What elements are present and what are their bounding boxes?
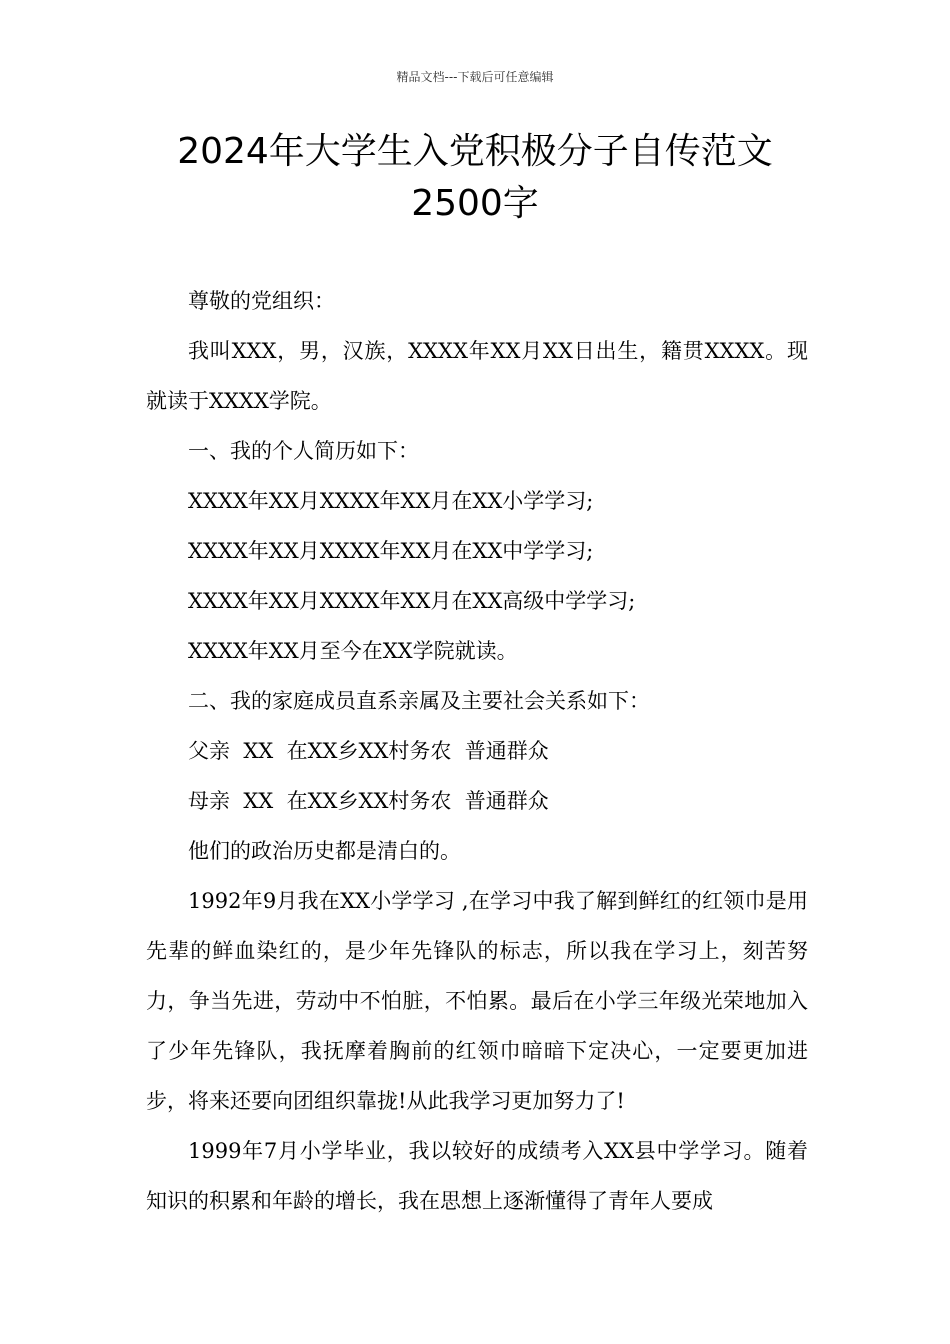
body-paragraph: 1999年7月小学毕业，我以较好的成绩考入XX县中学学习。随着知识的积累和年龄的增长，我在思想上逐渐懂得了青年人要成 <box>146 1139 808 1213</box>
section-heading-family: 二、我的家庭成员直系亲属及主要社会关系如下： <box>188 689 650 713</box>
intro-paragraph: 我叫XXX，男，汉族，XXXX年XX月XX日出生，籍贯XXXX。现就读于XXXX学院。 <box>146 339 808 413</box>
body-paragraph: 1992年9月我在XX小学学习 ,在学习中我了解到鲜红的红领巾是用先辈的鲜血染红的，是少年先锋队的标志，所以我在学习上，刻苦努力，争当先进，劳动中不怕脏，不怕累。最后在小学三年级光荣地加入了少年先锋队，我抚摩着胸前的红领巾暗暗下定决心，一定要更加进步，将来还要向团组织靠拢!从此我学习更加努力了! <box>146 889 808 1113</box>
resume-item: XXXX年XX月至今在XX学院就读。 <box>188 639 518 663</box>
family-member: 父亲 XX 在XX乡XX村务农 普通群众 <box>188 739 549 763</box>
resume-item: XXXX年XX月XXXX年XX月在XX中学学习; <box>188 539 594 563</box>
resume-item: XXXX年XX月XXXX年XX月在XX小学学习; <box>188 489 594 513</box>
title-line-1: 2024年大学生入党积极分子自传范文 <box>177 131 773 172</box>
section-heading-resume: 一、我的个人简历如下： <box>188 439 419 463</box>
title-line-2: 2500字 <box>411 183 539 224</box>
family-member: 母亲 XX 在XX乡XX村务农 普通群众 <box>188 789 549 813</box>
document-body <box>146 276 808 1226</box>
document-title <box>120 126 830 230</box>
family-statement: 他们的政治历史都是清白的。 <box>188 839 461 863</box>
resume-item: XXXX年XX月XXXX年XX月在XX高级中学学习; <box>188 589 636 613</box>
header-note: 精品文档---下载后可任意编辑 <box>396 70 554 84</box>
salutation: 尊敬的党组织： <box>188 289 335 313</box>
